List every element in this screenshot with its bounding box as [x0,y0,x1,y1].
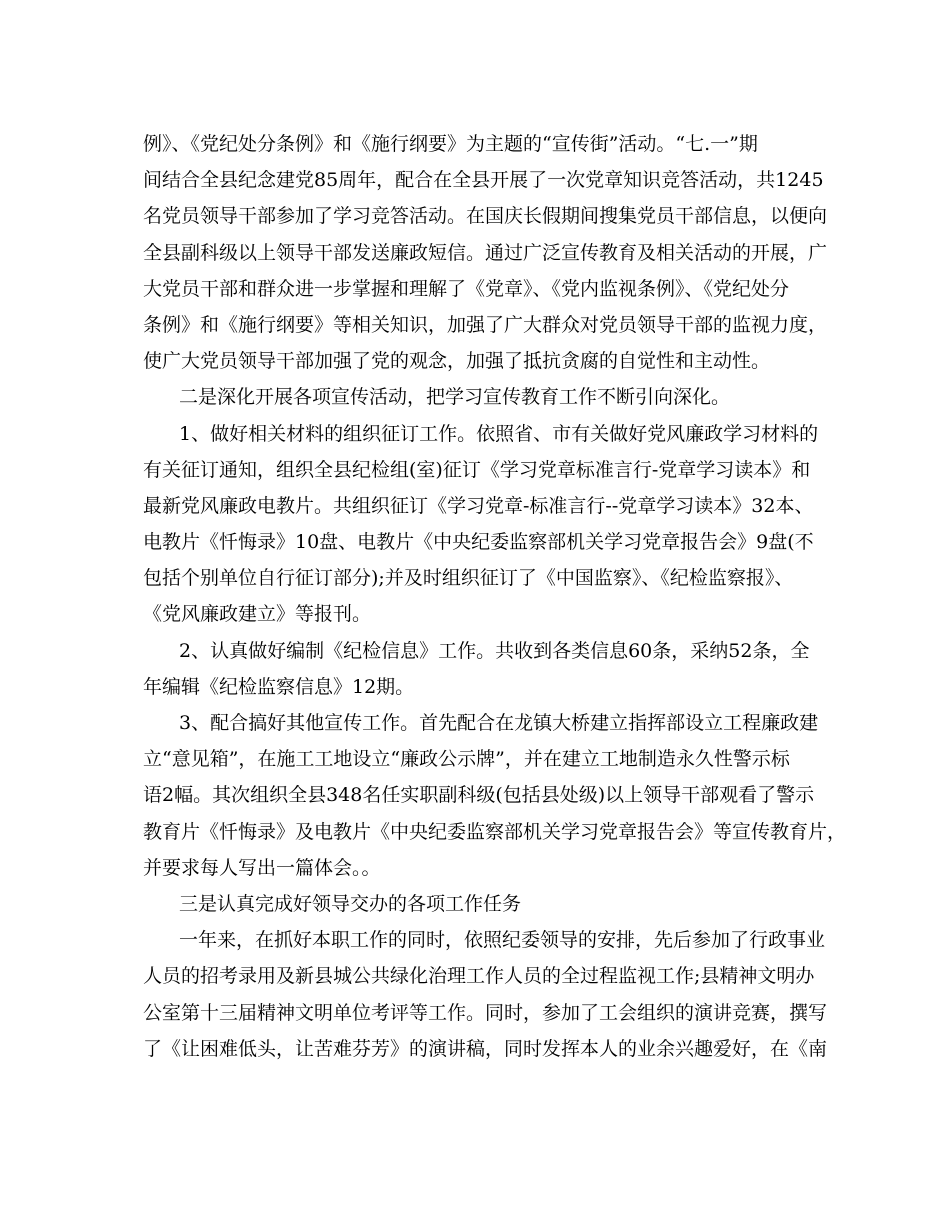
text-line: 1、做好相关材料的组织征订工作。依照省、市有关做好党风廉政学习材料的 [179,422,819,445]
text-line: 间结合全县纪念建党85周年，配合在全县开展了一次党章知识竞答活动，共1245 [143,169,824,192]
text-line: 条例》和《施行纲要》等相关知识，加强了广大群众对党员领导干部的监视力度， [143,313,828,336]
text-line: 电教片《忏悔录》10盘、电教片《中央纪委监察部机关学习党章报告会》9盘(不 [143,531,814,554]
paragraph-6 [143,886,818,922]
document-body [143,126,847,1067]
text-line: 并要求每人写出一篇体会。。 [143,856,381,879]
text-line: 《党风廉政建立》等报刊。 [143,603,372,626]
text-line: 二是深化开展各项宣传活动，把学习宣传教育工作不断引向深化。 [179,386,731,409]
text-line: 立“意见箱”，在施工工地设立“廉政公示牌”，并在建立工地制造永久性警示标 [143,748,790,771]
text-line: 例》、《党纪处分条例》和《施行纲要》为主题的“宣传街”活动。“七.一”期 [143,133,758,155]
text-line: 2、认真做好编制《纪检信息》工作。共收到各类信息60条，采纳52条，全 [179,639,810,662]
paragraph-7 [143,922,828,1067]
text-line: 年编辑《纪检监察信息》12期。 [143,675,415,698]
text-line: 包括个别单位自行征订部分);并及时组织征订了《中国监察》、《纪检监察报》、 [143,567,794,590]
text-line: 教育片《忏悔录》及电教片《中央纪委监察部机关学习党章报告会》等宣传教育片， [143,820,847,843]
text-line: 了《让困难低头，让苦难芬芳》的演讲稿，同时发挥本人的业余兴趣爱好，在《南 [143,1037,828,1060]
text-line: 公室第十三届精神文明单位考评等工作。同时，参加了工会组织的演讲竞赛，撰写 [143,1001,828,1024]
text-line: 3、配合搞好其他宣传工作。首先配合在龙镇大桥建立指挥部设立工程廉政建 [179,712,819,734]
paragraph-5 [143,705,847,886]
text-line: 一年来，在抓好本职工作的同时，依照纪委领导的安排，先后参加了行政事业 [179,929,826,952]
text-line: 有关征订通知，组织全县纪检组(室)征订《学习党章标准言行-党章学习读本》和 [143,458,811,481]
text-line: 使广大党员领导干部加强了党的观念，加强了抵抗贪腐的自觉性和主动性。 [143,350,771,373]
text-line: 全县副科级以上领导干部发送廉政短信。通过广泛宣传教育及相关活动的开展，广 [143,241,828,264]
text-line: 人员的招考录用及新县城公共绿化治理工作人员的全过程监视工作;县精神文明办 [143,965,815,988]
paragraph-4 [143,633,818,705]
text-line: 大党员干部和群众进一步掌握和理解了《党章》、《党内监视条例》、《党纪处分 [143,277,790,300]
paragraph-2 [143,379,818,415]
paragraph-1 [143,126,828,379]
text-line: 三是认真完成好领导交办的各项工作任务 [179,892,522,915]
text-line: 语2幅。其次组织全县348名任实职副科级(包括县处级)以上领导干部观看了警示 [143,784,815,807]
paragraph-3 [143,416,818,633]
text-line: 最新党风廉政电教片。共组织征订《学习党章-标准言行--党章学习读本》32本、 [143,494,814,517]
text-line: 名党员领导干部参加了学习竞答活动。在国庆长假期间搜集党员干部信息，以便向 [143,205,828,228]
